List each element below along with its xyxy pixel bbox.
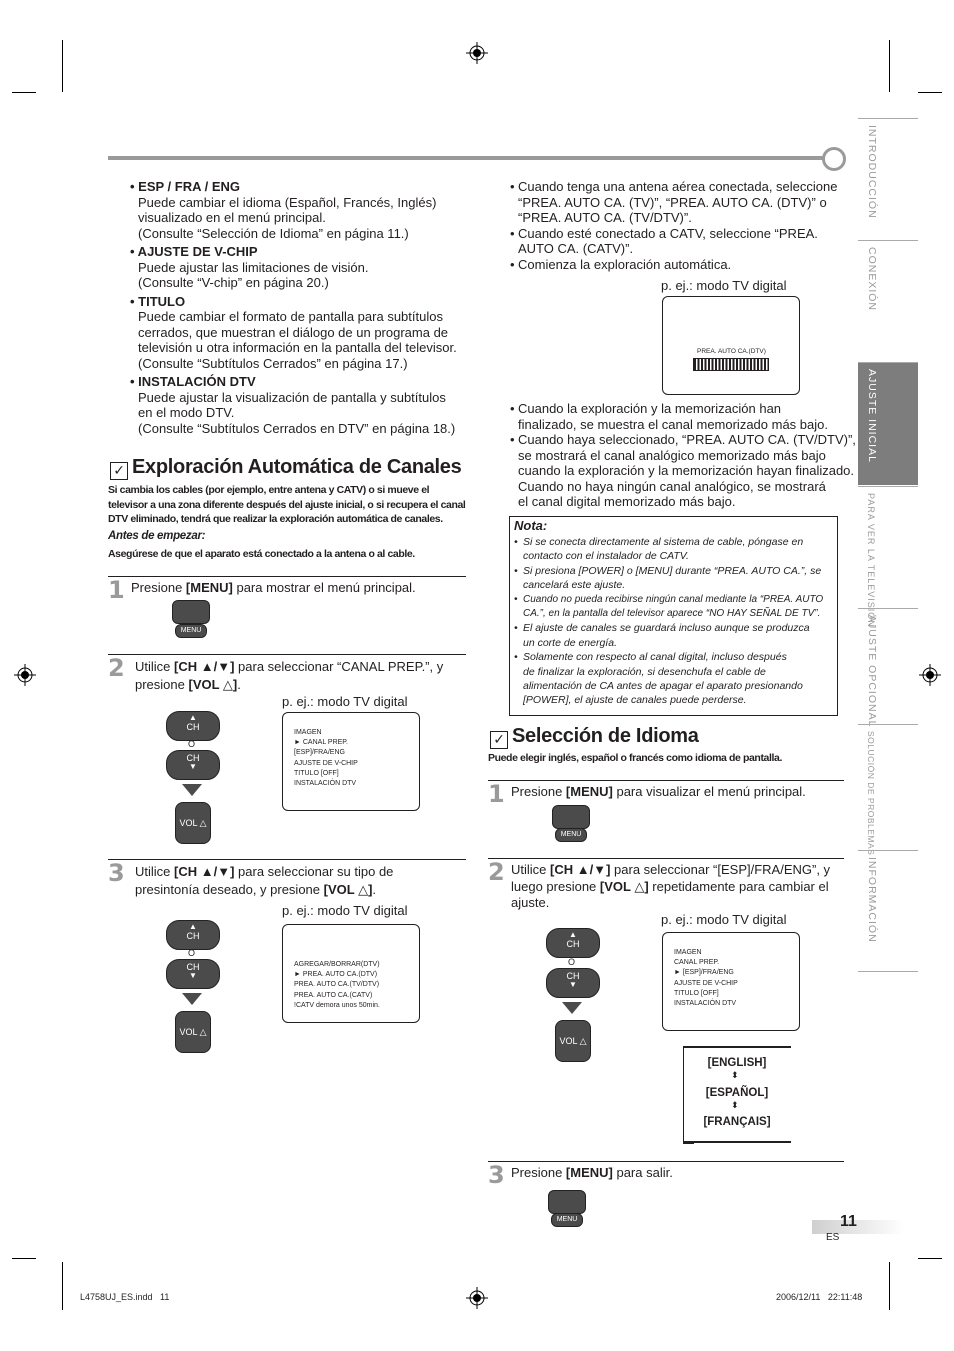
step2-text: Utilice [CH ▲/▼] para seleccionar “[ESP]/FRA/ENG”, y luego presione [VOL △] repetidamente para cambiar el ajuste. xyxy=(511,862,831,910)
tab-informacion: INFORMACIÓN xyxy=(858,850,918,972)
tv-screen-menu: AGREGAR/BORRAR(DTV) ► PREA. AUTO CA.(DTV) PREA. AUTO CA.(TV/DTV) PREA. AUTO CA.(CATV) !CATV demora unos 50min. xyxy=(282,924,420,1023)
arrow-down-icon xyxy=(562,1002,582,1014)
or-label: O xyxy=(568,957,576,967)
triangle-down-icon: ▼ xyxy=(189,762,197,771)
section-intro: Si cambia los cables (por ejemplo, entre antena y CATV) o si mueve el televisor a una zona diferente después del ajuste inicial, o si recupera el canal DTV eliminado, tendrá que realizar la exploración automática de canales. xyxy=(108,484,466,525)
crop-mark xyxy=(889,1262,890,1310)
crop-mark xyxy=(62,40,63,92)
step3-text: Presione [MENU] para salir. xyxy=(511,1165,673,1180)
arrow-down-icon xyxy=(182,784,202,796)
bullet-body: Puede ajustar la visualización de pantalla y subtítulos en el modo DTV. (Consulte “Subtítulos Cerrados en DTV” en página 18.) xyxy=(138,389,456,436)
example-label: p. ej.: modo TV digital xyxy=(661,278,787,293)
tab-conexion: CONEXIÓN xyxy=(858,240,918,363)
bullet-body: Puede cambiar el idioma (Español, Francés, Inglés) visualizado en el menú principal. (Consulte “Selección de Idioma” en página 11.) xyxy=(138,194,437,241)
cycle-bracket-top xyxy=(683,1046,791,1048)
list-item: • Cuando la exploración y la memorización han finalizado, se muestra el canal memorizado más bajo. xyxy=(510,401,860,432)
example-label: p. ej.: modo TV digital xyxy=(661,912,787,927)
step-number: 3 xyxy=(488,1161,505,1189)
or-label: O xyxy=(188,948,196,958)
menu-button[interactable] xyxy=(552,805,590,829)
step-rule xyxy=(488,858,844,859)
bullet-title: • TITULO xyxy=(130,293,186,309)
vol-up-button[interactable]: VOL △ xyxy=(555,1020,591,1062)
list-item: • Cuando esté conectado a CATV, seleccione “PREA. AUTO CA. (CATV)”. xyxy=(510,226,850,257)
before-label: Antes de empezar: xyxy=(108,530,206,542)
list-item: • Cuando tenga una antena aérea conectada, seleccione “PREA. AUTO CA. (TV)”, “PREA. AUTO CA. (DTV)” o “PREA. AUTO CA. (TV/DTV)”. xyxy=(510,179,850,226)
crop-mark xyxy=(62,1262,63,1310)
crop-mark xyxy=(918,92,942,93)
list-item: • Comienza la exploración automática. xyxy=(510,257,850,273)
list-item: • Si se conecta directamente al sistema de cable, póngase en contacto con el instalador de CATV. xyxy=(514,535,834,564)
step1-text: Presione [MENU] para visualizar el menú principal. xyxy=(511,784,806,799)
lang-option-english: [ENGLISH] xyxy=(707,1057,767,1069)
header-bar xyxy=(108,156,826,160)
section-title-idioma: ✓ Selección de Idioma xyxy=(490,725,699,749)
triangle-up-icon: ▲ xyxy=(189,713,197,722)
tab-ajuste-opcional: AJUSTE OPCIONAL xyxy=(858,608,918,725)
tab-para-ver: PARA VER LA TELEVISIÓN xyxy=(858,486,918,609)
step-number: 1 xyxy=(488,780,505,808)
crop-mark xyxy=(889,40,890,92)
page-number: 11 xyxy=(840,1213,857,1230)
triangle-up-icon: ▲ xyxy=(569,930,577,939)
arrow-down-icon xyxy=(182,993,202,1005)
or-label: O xyxy=(188,739,196,749)
step-rule xyxy=(108,859,466,860)
step-rule xyxy=(108,576,466,577)
example-label: p. ej.: modo TV digital xyxy=(282,903,408,918)
tv-screen-menu: IMAGEN CANAL PREP. ► [ESP]/FRA/ENG AJUSTE DE V-CHIP TITULO [OFF] INSTALACIÓN DTV xyxy=(662,932,800,1031)
ch-down-button[interactable]: CH ▼ xyxy=(546,968,600,998)
double-arrow-icon: ⬍ xyxy=(731,1100,739,1110)
ch-up-button[interactable]: ▲ CH xyxy=(166,711,220,741)
ch-down-button[interactable]: CH ▼ xyxy=(166,750,220,780)
step-rule xyxy=(488,780,844,781)
registration-mark-icon xyxy=(466,42,488,64)
step-rule xyxy=(108,654,466,655)
triangle-down-icon: ▼ xyxy=(189,971,197,980)
footer-file: L4758UJ_ES.indd 11 xyxy=(80,1292,170,1302)
menu-button[interactable] xyxy=(172,600,210,624)
bullet-title: • AJUSTE DE V-CHIP xyxy=(130,244,258,259)
list-item: • Cuando no pueda recibirse ningún canal mediante la “PREA. AUTO CA.”, en la pantalla del televisor aparece “NO HAY SEÑAL DE TV”. xyxy=(514,593,834,622)
menu-button-label: MENU xyxy=(555,828,587,842)
menu-button-label: MENU xyxy=(175,624,207,638)
list-item: • Solamente con respecto al canal digital, incluso después de finalizar la exploración, si desenchufa el cable de alimentación de CA antes de apagar el aparato presionando [POWER], el ajuste de canales puede perderse. xyxy=(514,650,834,708)
step3-text: Utilice [CH ▲/▼] para seleccionar su tipo de presintonía deseado, y presione [VOL △]. xyxy=(135,864,394,897)
scan-progress-bar xyxy=(693,358,769,371)
before-text: Asegúrese de que el aparato está conectado a la antena o al cable. xyxy=(108,548,415,560)
nota-title: Nota: xyxy=(514,518,548,533)
example-label: p. ej.: modo TV digital xyxy=(282,694,408,709)
step1-text: Presione [MENU] para mostrar el menú principal. xyxy=(131,580,416,595)
right-bullets-top xyxy=(510,179,850,272)
step-rule xyxy=(488,1161,844,1162)
ch-up-button[interactable]: ▲ CH xyxy=(546,928,600,958)
section-title-exploracion: ✓ Exploración Automática de Canales xyxy=(110,456,461,480)
tab-ajuste-inicial: AJUSTE INICIAL xyxy=(858,362,918,485)
step-number: 2 xyxy=(108,654,125,682)
registration-mark-icon xyxy=(466,1287,488,1309)
checkbox-icon: ✓ xyxy=(490,731,508,749)
section-intro: Puede elegir inglés, español o francés como idioma de pantalla. xyxy=(488,752,782,764)
cycle-bracket-bottom xyxy=(683,1141,791,1143)
bullet-body: Puede cambiar el formato de pantalla para subtítulos cerrados, que muestran el diálogo de un programa de televisión u otra información en la pantalla del televisor. (Consulte “Subtítulos Cerrados” en página 17.) xyxy=(138,309,457,371)
header-bar-circle xyxy=(822,147,846,171)
cycle-bracket xyxy=(683,1046,694,1144)
registration-mark-icon xyxy=(919,664,941,686)
list-item: • El ajuste de canales se guardará incluso aunque se produzca un corte de energía. xyxy=(514,621,834,650)
lang-option-espanol: [ESPAÑOL] xyxy=(705,1087,769,1099)
step-number: 1 xyxy=(108,576,125,604)
step2-text: Utilice [CH ▲/▼] para seleccionar “CANAL PREP.”, y presione [VOL △]. xyxy=(135,659,444,692)
step-number: 2 xyxy=(488,858,505,886)
step-number: 3 xyxy=(108,859,125,887)
ch-up-button[interactable]: ▲ CH xyxy=(166,920,220,950)
lang-option-francais: [FRANÇAIS] xyxy=(703,1116,771,1128)
checkbox-icon: ✓ xyxy=(110,462,128,480)
tv-screen-scan: PREA. AUTO CA.(DTV) xyxy=(662,296,800,395)
triangle-up-icon: ▲ xyxy=(189,922,197,931)
list-item: • Cuando haya seleccionado, “PREA. AUTO CA. (TV/DTV)”, se mostrará el canal analógico memorizado más bajo cuando la exploración y la memorización hayan finalizado. Cuando no haya ningún canal analógico, se mostrará el canal digital memorizado más bajo. xyxy=(510,432,860,510)
right-bullets-mid xyxy=(510,401,860,510)
vol-up-button[interactable]: VOL △ xyxy=(175,802,211,844)
crop-mark xyxy=(12,1258,36,1259)
tv-screen-menu: IMAGEN ► CANAL PREP. [ESP]/FRA/ENG AJUSTE DE V-CHIP TITULO [OFF] INSTALACIÓN DTV xyxy=(282,712,420,811)
list-item: • Si presiona [POWER] o [MENU] durante “PREA. AUTO CA.”, se cancelará este ajuste. xyxy=(514,564,834,593)
footer-date: 2006/12/11 22:11:48 xyxy=(776,1292,863,1302)
bullet-title: • ESP / FRA / ENG xyxy=(130,179,241,194)
double-arrow-icon: ⬍ xyxy=(731,1070,739,1080)
triangle-down-icon: ▼ xyxy=(569,980,577,989)
menu-button-label: MENU xyxy=(551,1213,583,1227)
bullet-title: • INSTALACIÓN DTV xyxy=(130,374,256,389)
menu-button[interactable] xyxy=(548,1190,586,1214)
left-bullets xyxy=(130,179,490,436)
tab-solucion: SOLUCIÓN DE PROBLEMAS xyxy=(858,724,918,851)
nota-box xyxy=(509,516,838,716)
registration-mark-icon xyxy=(14,664,36,686)
bullet-body: Puede ajustar las limitaciones de visión. (Consulte “V-chip” en página 20.) xyxy=(138,259,369,290)
ch-down-button[interactable]: CH ▼ xyxy=(166,959,220,989)
vol-up-button[interactable]: VOL △ xyxy=(175,1011,211,1053)
crop-mark xyxy=(12,92,36,93)
tab-introduccion: INTRODUCCIÓN xyxy=(858,118,918,241)
crop-mark xyxy=(918,1258,942,1259)
lang-code: ES xyxy=(826,1232,840,1243)
